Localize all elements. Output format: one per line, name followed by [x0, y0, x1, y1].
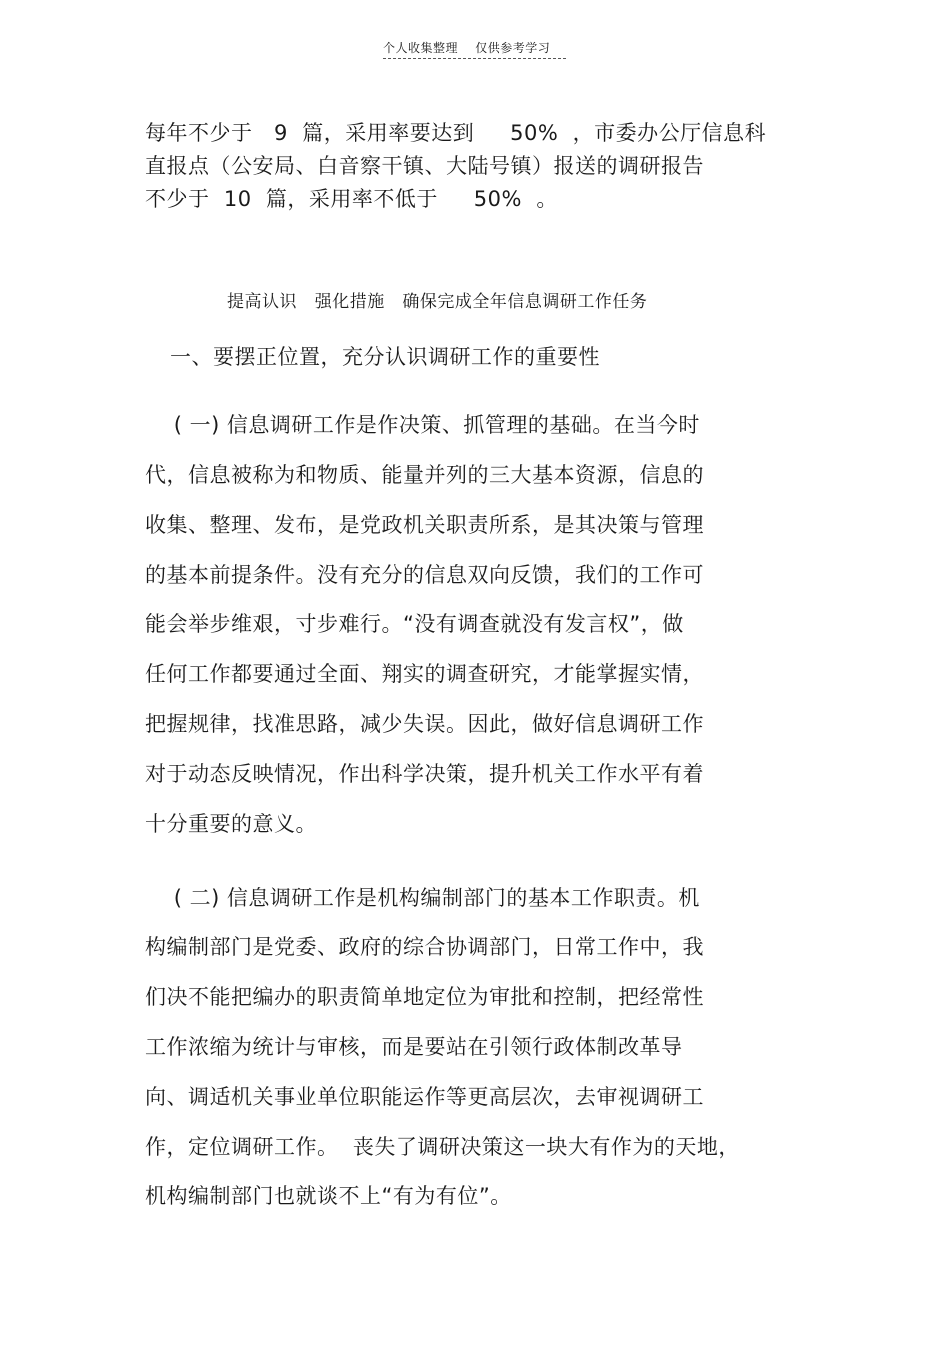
paragraph-line: 收集、整理、发布，是党政机关职责所系，是其决策与管理	[145, 513, 704, 537]
paragraph-line: 作，定位调研工作。 丧失了调研决策这一块大有作为的天地，	[145, 1135, 740, 1159]
header-divider	[383, 58, 566, 59]
paragraph-line: 能会举步维艰，寸步难行。“没有调查就没有发言权”，做	[145, 612, 684, 636]
paragraph-line: 构编制部门是党委、政府的综合协调部门，日常工作中，我	[145, 935, 704, 959]
paragraph-line: 代，信息被称为和物质、能量并列的三大基本资源，信息的	[145, 463, 704, 487]
paragraph-line: 十分重要的意义。	[145, 812, 317, 836]
paragraph-line: ( 一) 信息调研工作是作决策、抓管理的基础。在当今时	[145, 413, 700, 437]
page-header	[0, 38, 950, 62]
paragraph-line: 把握规律，找准思路，减少失误。因此，做好信息调研工作	[145, 712, 704, 736]
paragraph-line: 们决不能把编办的职责简单地定位为审批和控制，把经常性	[145, 985, 704, 1009]
paragraph-line: 对于动态反映情况，作出科学决策，提升机关工作水平有着	[145, 762, 704, 786]
paragraph-line: 向、调适机关事业单位职能运作等更高层次，去审视调研工	[145, 1085, 704, 1109]
paragraph-line: 任何工作都要通过全面、翔实的调查研究，才能掌握实情，	[145, 662, 704, 686]
intro-line: 每年不少于 9 篇，采用率要达到 50% ，市委办公厅信息科	[145, 121, 767, 145]
header-text: 个人收集整理 仅供参考学习	[383, 41, 551, 55]
section-heading: 一、要摆正位置，充分认识调研工作的重要性	[170, 345, 600, 369]
paragraph-line: ( 二) 信息调研工作是机构编制部门的基本工作职责。机	[145, 886, 700, 910]
intro-line: 直报点（公安局、白音察干镇、大陆号镇）报送的调研报告	[145, 154, 704, 178]
document-subtitle: 提高认识 强化措施 确保完成全年信息调研工作任务	[227, 292, 648, 312]
paragraph-line: 机构编制部门也就谈不上“有为有位”。	[145, 1184, 512, 1208]
paragraph-line: 工作浓缩为统计与审核，而是要站在引领行政体制改革导	[145, 1035, 683, 1059]
paragraph-line: 的基本前提条件。没有充分的信息双向反馈，我们的工作可	[145, 563, 704, 587]
intro-line: 不少于 10 篇，采用率不低于 50% 。	[145, 187, 558, 211]
